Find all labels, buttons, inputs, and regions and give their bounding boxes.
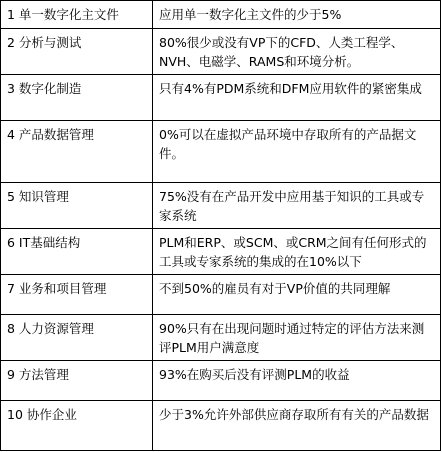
description-cell: 75%没有在产品开发中应用基于知识的工具或专家系统	[153, 183, 441, 229]
table-row	[1, 401, 441, 451]
table-row	[1, 361, 441, 401]
description-cell: 只有4%有PDM系统和DFM应用软件的紧密集成	[153, 75, 441, 121]
category-cell: 4 产品数据管理	[1, 121, 153, 183]
description-cell: 少于3%允许外部供应商存取所有有关的产品数据	[153, 401, 441, 451]
table-row	[1, 121, 441, 183]
table-row	[1, 229, 441, 275]
category-cell: 6 IT基础结构	[1, 229, 153, 275]
category-cell: 10 协作企业	[1, 401, 153, 451]
table-row	[1, 1, 441, 29]
table-row	[1, 275, 441, 315]
table-row	[1, 183, 441, 229]
table-row	[1, 75, 441, 121]
description-cell: 应用单一数字化主文件的少于5%	[153, 1, 441, 29]
description-cell: 0%可以在虚拟产品环境中存取所有的产品据文件。	[153, 121, 441, 183]
category-cell: 9 方法管理	[1, 361, 153, 401]
description-cell: 不到50%的雇员有对于VP价值的共同理解	[153, 275, 441, 315]
description-cell: PLM和ERP、或SCM、或CRM之间有任何形式的工具或专家系统的集成的在10%以下	[153, 229, 441, 275]
table-row	[1, 29, 441, 75]
description-cell: 90%只有在出现问题时通过特定的评估方法来测评PLM用户满意度	[153, 315, 441, 361]
category-cell: 2 分析与测试	[1, 29, 153, 75]
category-cell: 5 知识管理	[1, 183, 153, 229]
description-cell: 80%很少或没有VP下的CFD、人类工程学、NVH、电磁学、RAMS和环境分析。	[153, 29, 441, 75]
table-row	[1, 315, 441, 361]
category-cell: 8 人力资源管理	[1, 315, 153, 361]
category-cell: 3 数字化制造	[1, 75, 153, 121]
category-cell: 1 单一数字化主文件	[1, 1, 153, 29]
category-cell: 7 业务和项目管理	[1, 275, 153, 315]
description-cell: 93%在购买后没有评测PLM的收益	[153, 361, 441, 401]
